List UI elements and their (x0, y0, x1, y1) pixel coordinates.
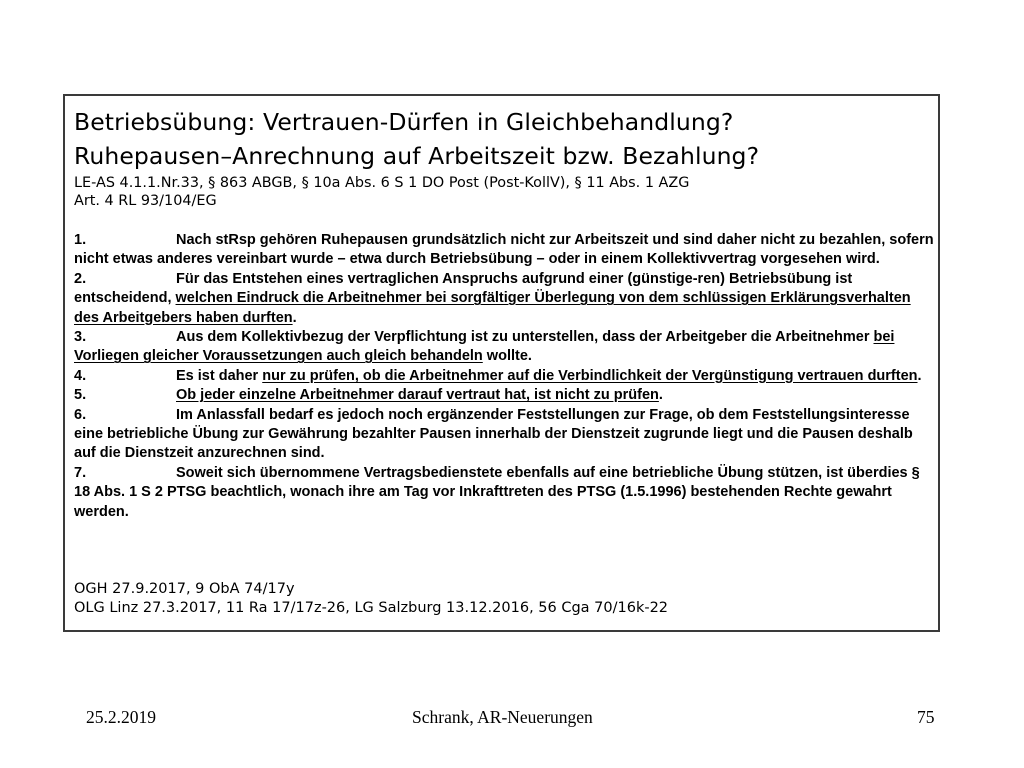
point-text: . (292, 309, 297, 326)
citation-line-1: OGH 27.9.2017, 9 ObA 74/17y (74, 581, 295, 597)
point-item (74, 464, 936, 522)
point-item (74, 270, 936, 328)
heading-line-2: Ruhepausen–Anrechnung auf Arbeitszeit bzw. Bezahlung? (74, 142, 760, 170)
point-number: 3. (74, 329, 87, 346)
numbered-points (74, 231, 936, 522)
references-line-2: Art. 4 RL 93/104/EG (74, 193, 217, 209)
point-text-underlined: nur zu prüfen, ob die Arbeitnehmer auf die Verbindlichkeit der Vergünstigung vertrauen durften (262, 367, 918, 384)
court-citations (74, 580, 934, 618)
point-item (74, 231, 936, 270)
citation-line-2: OLG Linz 27.3.2017, 11 Ra 17/17z-26, LG Salzburg 13.12.2016, 56 Cga 70/16k-22 (74, 600, 669, 616)
point-number: 1. (74, 232, 87, 248)
point-number: 7. (74, 464, 87, 481)
point-text: . (658, 387, 663, 404)
legal-references (74, 174, 934, 210)
point-text: Soweit sich übernommene Vertragsbedienstete ebenfalls auf eine betriebliche Übung stützen, ist überdies § 18 Abs. 1 S 2 PTSG beachtlich, wonach ihre am Tag vor Inkrafttreten des PTSG (1.5.1996) bestehenden Rechte gewahrt werden. (74, 464, 920, 520)
point-text: wollte. (482, 348, 532, 365)
point-number: 5. (74, 387, 87, 404)
point-text-underlined: welchen Eindruck die Arbeitnehmer bei sorgfältiger Überlegung von dem schlüssigen Erklärungsverhalten des Arbeitgebers haben durften (74, 290, 911, 326)
page-number: 75 (917, 707, 935, 727)
point-item (74, 328, 936, 367)
point-text-underlined: bei Vorliegen gleicher Voraussetzungen auch gleich behandeln (74, 329, 895, 365)
point-item (74, 367, 936, 386)
point-text: Nach stRsp gehören Ruhepausen grundsätzlich nicht zur Arbeitszeit und sind daher nicht zu bezahlen, sofern nicht etwas anderes vereinbart wurde – etwa durch Betriebsübung – oder in einem Kollektivvertrag vorgesehen wird. (74, 232, 934, 268)
heading-line-1: Betriebsübung: Vertrauen-Dürfen in Gleichbehandlung? (74, 108, 734, 136)
point-number: 4. (74, 367, 87, 384)
slide-heading (74, 105, 934, 173)
footer-date: 25.2.2019 (86, 707, 156, 727)
point-text: . (917, 367, 922, 384)
point-text: Es ist daher (176, 367, 263, 384)
point-item (74, 406, 936, 464)
point-number: 6. (74, 406, 87, 423)
point-text: Im Anlassfall bedarf es jedoch noch ergänzender Feststellungen zur Frage, ob dem Feststellungsinteresse eine betriebliche Übung zur Gewährung bezahlter Pausen innerhalb der Dienstzeit zugrunde liegt und die Pausen deshalb auf die Dienstzeit anzurechnen sind. (74, 406, 913, 462)
point-text: Aus dem Kollektivbezug der Verpflichtung ist zu unterstellen, dass der Arbeitgeber die Arbeitnehmer (176, 329, 874, 346)
point-text: Für das Entstehen eines vertraglichen Anspruchs aufgrund einer (günstige-ren) Betriebsübung ist entscheidend, (74, 270, 853, 307)
point-number: 2. (74, 270, 87, 287)
footer-title: Schrank, AR-Neuerungen (412, 707, 593, 727)
references-line-1: LE-AS 4.1.1.Nr.33, § 863 ABGB, § 10a Abs. 6 S 1 DO Post (Post-KollV), § 11 Abs. 1 AZG (74, 175, 690, 191)
point-text-underlined: Ob jeder einzelne Arbeitnehmer darauf vertraut hat, ist nicht zu prüfen (176, 387, 659, 404)
point-item (74, 386, 936, 405)
